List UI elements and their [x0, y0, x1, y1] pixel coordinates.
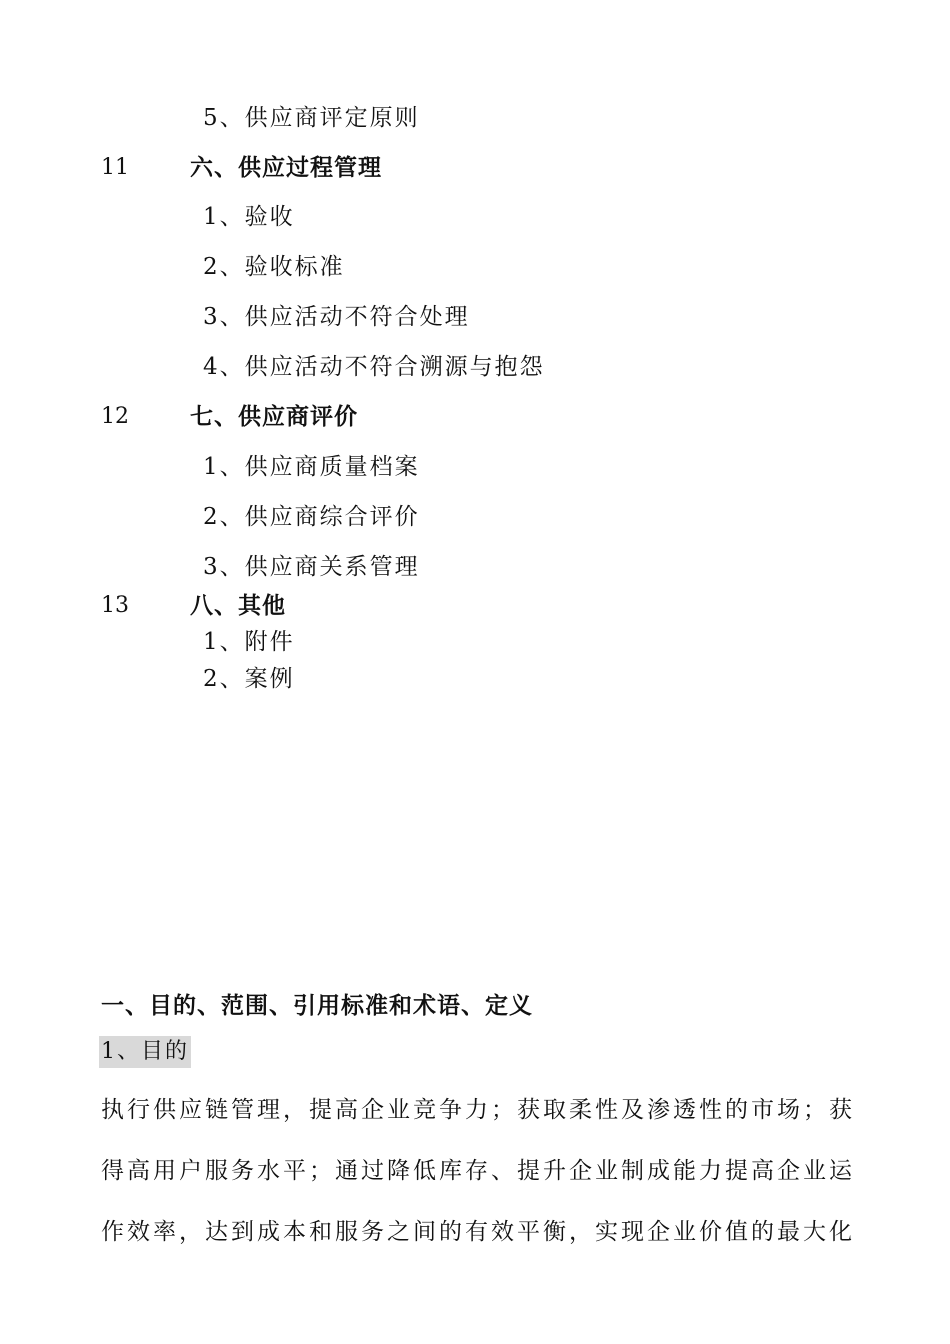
toc-item-8-1: 1、附件: [203, 629, 295, 655]
section-title: 一、目的、范围、引用标准和术语、定义: [101, 993, 533, 1019]
toc-item-5-5: 5、供应商评定原则: [203, 105, 420, 131]
toc-heading-sec6: 六、供应过程管理: [190, 155, 382, 181]
paragraph-line-1: 执行供应链管理，提高企业竞争力；获取柔性及渗透性的市场；获: [101, 1097, 855, 1123]
toc-heading-sec8: 八、其他: [190, 593, 286, 619]
toc-item-7-3: 3、供应商关系管理: [203, 554, 420, 580]
toc-heading-sec7: 七、供应商评价: [190, 404, 358, 430]
toc-item-7-2: 2、供应商综合评价: [203, 504, 420, 530]
toc-item-6-3: 3、供应活动不符合处理: [203, 304, 470, 330]
toc-item-6-4: 4、供应活动不符合溯源与抱怨: [203, 354, 545, 380]
paragraph-line-3: 作效率，达到成本和服务之间的有效平衡，实现企业价值的最大化: [101, 1219, 855, 1245]
toc-item-7-1: 1、供应商质量档案: [203, 454, 420, 480]
paragraph-line-2: 得高用户服务水平；通过降低库存、提升企业制成能力提高企业运: [101, 1158, 855, 1184]
toc-page-number-sec7: 12: [101, 404, 129, 429]
toc-page-number-sec6: 11: [101, 155, 129, 180]
toc-item-6-1: 1、验收: [203, 204, 295, 230]
toc-page-number-sec8: 13: [101, 593, 129, 618]
toc-item-6-2: 2、验收标准: [203, 254, 345, 280]
subsection-title: 1、目的: [99, 1036, 191, 1068]
toc-item-8-2: 2、案例: [203, 666, 295, 692]
